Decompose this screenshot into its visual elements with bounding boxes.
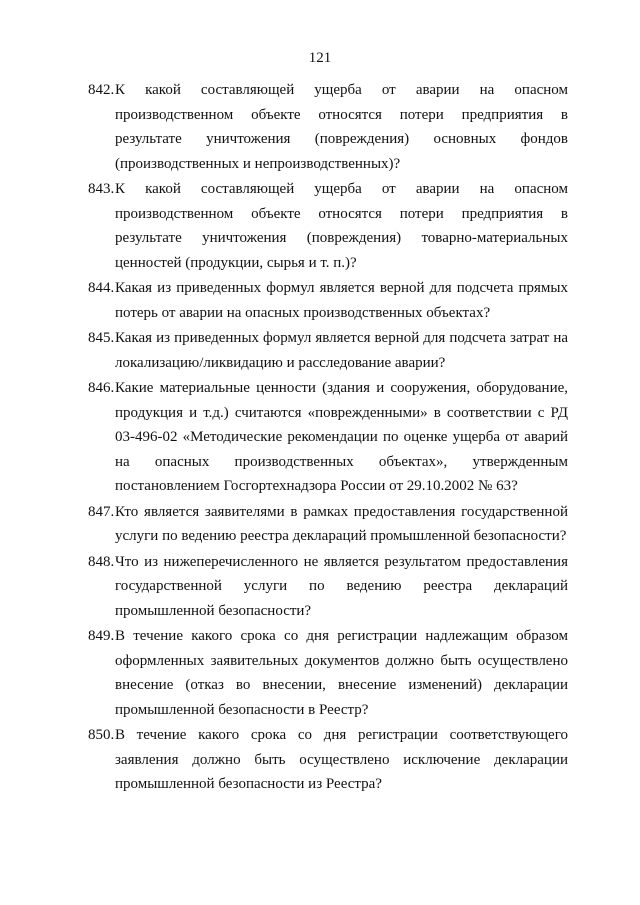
question-number: 842.: [88, 82, 115, 98]
question-number: 849.: [88, 628, 115, 644]
question-text: В течение какого срока со дня регистрации надлежащим образом оформленных заявительных документов должно быть осуществлено внесение (отказ во внесении, внесение изменений) декларации промышленной безопасности в Реестр?: [115, 628, 568, 718]
question-842: [88, 78, 568, 176]
question-846: [88, 376, 568, 499]
question-844: [88, 276, 568, 325]
question-text: К какой составляющей ущерба от аварии на опасном производственном объекте относятся потери предприятия в результате уничтожения (повреждения) товарно-материальных ценностей (продукции, сырья и т. п.)?: [115, 181, 568, 271]
question-843: [88, 177, 568, 275]
question-text: Кто является заявителями в рамках предоставления государственной услуги по ведению реестра деклараций промышленной безопасности?: [115, 503, 568, 544]
question-list: [88, 78, 568, 798]
question-text: Какая из приведенных формул является верной для подсчета прямых потерь от аварии на опасных производственных объектах?: [115, 280, 568, 321]
page-number: 121: [308, 50, 332, 66]
question-number: 846.: [88, 380, 115, 396]
question-number: 847.: [88, 503, 115, 520]
question-text: Какие материальные ценности (здания и сооружения, оборудование, продукция и т.д.) считаются «поврежденными» в соответствии с РД 03-496-02 «Методические рекомендации по оценке ущерба от аварий на опасных производственных объектах», утвержденным постановлением Госгортехнадзора России от 29.10.2002 № 63?: [115, 380, 568, 494]
question-845: [88, 326, 568, 375]
question-number: 850.: [88, 727, 115, 743]
question-number: 844.: [88, 280, 115, 296]
question-text: К какой составляющей ущерба от аварии на опасном производственном объекте относятся потери предприятия в результате уничтожения (повреждения) основных фондов (производственных и непроизводственных)?: [115, 82, 568, 172]
question-text: Что из нижеперечисленного не является результатом предоставления государственной услуги по ведению реестра деклараций промышленной безопасности?: [115, 553, 568, 619]
question-text: Какая из приведенных формул является верной для подсчета затрат на локализацию/ликвидацию и расследование аварии?: [115, 330, 568, 371]
question-847: [88, 500, 568, 549]
question-number: 845.: [88, 330, 115, 346]
question-848: [88, 550, 568, 624]
question-number: 843.: [88, 181, 115, 197]
question-850: [88, 723, 568, 797]
question-text: В течение какого срока со дня регистрации соответствующего заявления должно быть осуществлено исключение декларации промышленной безопасности из Реестра?: [115, 727, 568, 792]
question-number: 848.: [88, 553, 115, 570]
question-849: [88, 624, 568, 722]
